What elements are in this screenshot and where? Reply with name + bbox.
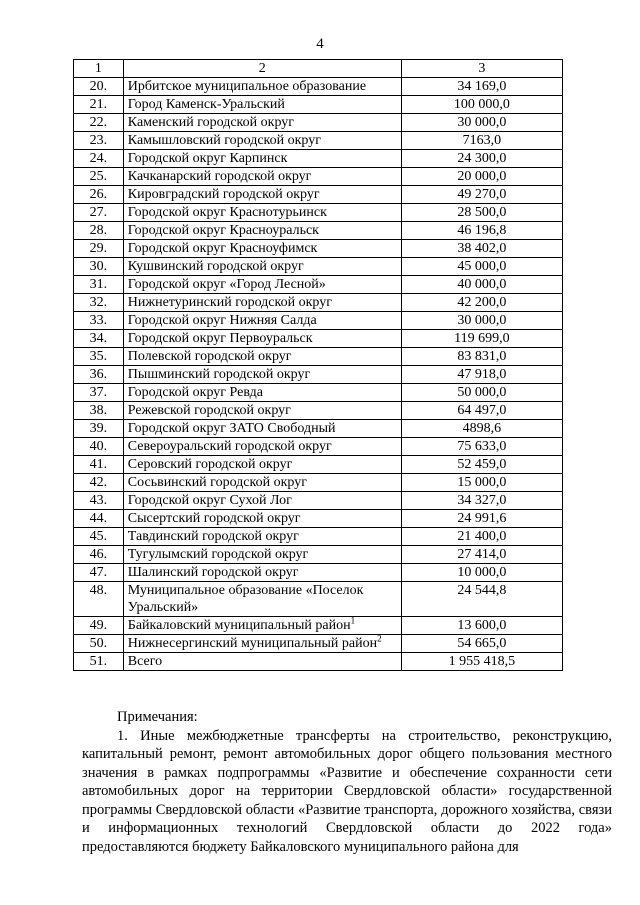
municipality-name: Полевской городской округ xyxy=(123,348,401,366)
row-number: 27. xyxy=(74,204,124,222)
table-row xyxy=(74,276,563,294)
note-paragraph: 1. Иные межбюджетные трансферты на строительство, реконструкцию, капитальный ремонт, ремонт автомобильных дорог общего пользования местного значения в рамках подпрограммы «Развитие и обеспечение сохранности сети автомобильных дорог на территории Свердловской области» государственной программы Свердловской области «Развитие транспорта, дорожного хозяйства, связи и информационных технологий Свердловской области до 2022 года» предоставляются бюджету Байкаловского муниципального района для xyxy=(82,727,612,855)
row-number: 46. xyxy=(74,546,124,564)
amount: 46 196,8 xyxy=(401,222,562,240)
municipality-name: Городской округ Нижняя Салда xyxy=(123,312,401,330)
municipality-name: Городской округ Ревда xyxy=(123,384,401,402)
amount: 15 000,0 xyxy=(401,474,562,492)
table-row xyxy=(74,492,563,510)
table-row xyxy=(74,420,563,438)
row-number: 44. xyxy=(74,510,124,528)
municipality-name: Городской округ Красноуфимск xyxy=(123,240,401,258)
row-number: 28. xyxy=(74,222,124,240)
municipality-name: Сосьвинский городской округ xyxy=(123,474,401,492)
amount: 83 831,0 xyxy=(401,348,562,366)
table-row xyxy=(74,617,563,635)
header-col-3: 3 xyxy=(401,60,562,78)
table-row xyxy=(74,384,563,402)
row-number: 35. xyxy=(74,348,124,366)
table-row xyxy=(74,240,563,258)
row-number: 40. xyxy=(74,438,124,456)
table-row xyxy=(74,78,563,96)
row-number: 41. xyxy=(74,456,124,474)
row-number: 24. xyxy=(74,150,124,168)
municipality-name: Городской округ Сухой Лог xyxy=(123,492,401,510)
municipality-name: Сысертский городской округ xyxy=(123,510,401,528)
row-number: 48. xyxy=(74,582,124,617)
table-row xyxy=(74,366,563,384)
municipality-name xyxy=(123,635,401,653)
row-number: 26. xyxy=(74,186,124,204)
municipality-name: Ирбитское муниципальное образование xyxy=(123,78,401,96)
municipality-name: Тугулымский городской округ xyxy=(123,546,401,564)
row-number: 51. xyxy=(74,653,124,671)
amount: 47 918,0 xyxy=(401,366,562,384)
row-number: 31. xyxy=(74,276,124,294)
table-row xyxy=(74,294,563,312)
table-row xyxy=(74,222,563,240)
row-number: 50. xyxy=(74,635,124,653)
table-row xyxy=(74,312,563,330)
row-number: 34. xyxy=(74,330,124,348)
table-row xyxy=(74,114,563,132)
row-number: 38. xyxy=(74,402,124,420)
amount: 20 000,0 xyxy=(401,168,562,186)
municipality-name: Нижнетуринский городской округ xyxy=(123,294,401,312)
municipality-name: Кушвинский городской округ xyxy=(123,258,401,276)
row-number: 45. xyxy=(74,528,124,546)
header-col-1: 1 xyxy=(74,60,124,78)
amount: 4898,6 xyxy=(401,420,562,438)
municipality-name: Пышминский городской округ xyxy=(123,366,401,384)
amount: 119 699,0 xyxy=(401,330,562,348)
table-row xyxy=(74,330,563,348)
table-row xyxy=(74,186,563,204)
table-row xyxy=(74,546,563,564)
municipality-name: Городской округ ЗАТО Свободный xyxy=(123,420,401,438)
table-row xyxy=(74,150,563,168)
total-row xyxy=(74,653,563,671)
row-number: 33. xyxy=(74,312,124,330)
amount: 30 000,0 xyxy=(401,312,562,330)
municipality-name: Городской округ «Город Лесной» xyxy=(123,276,401,294)
row-number: 20. xyxy=(74,78,124,96)
municipality-name: Городской округ Красноуральск xyxy=(123,222,401,240)
table-row xyxy=(74,528,563,546)
municipality-name: Серовский городской округ xyxy=(123,456,401,474)
table-row xyxy=(74,474,563,492)
municipality-name: Городской округ Краснотурьинск xyxy=(123,204,401,222)
row-number: 29. xyxy=(74,240,124,258)
amount: 7163,0 xyxy=(401,132,562,150)
amount: 64 497,0 xyxy=(401,402,562,420)
amount: 52 459,0 xyxy=(401,456,562,474)
amount: 24 300,0 xyxy=(401,150,562,168)
amount: 28 500,0 xyxy=(401,204,562,222)
amount: 10 000,0 xyxy=(401,564,562,582)
municipality-name: Шалинский городской округ xyxy=(123,564,401,582)
page-number: 4 xyxy=(316,36,324,52)
row-number: 36. xyxy=(74,366,124,384)
amount: 27 414,0 xyxy=(401,546,562,564)
amount: 30 000,0 xyxy=(401,114,562,132)
municipality-name xyxy=(123,617,401,635)
table-row xyxy=(74,635,563,653)
row-number: 25. xyxy=(74,168,124,186)
municipality-name: Городской округ Первоуральск xyxy=(123,330,401,348)
municipality-name: Качканарский городской округ xyxy=(123,168,401,186)
municipality-name: Муниципальное образование «Поселок Уральский» xyxy=(123,582,401,617)
footnote-marker: 2 xyxy=(377,633,382,644)
row-number: 39. xyxy=(74,420,124,438)
amount: 50 000,0 xyxy=(401,384,562,402)
row-number: 42. xyxy=(74,474,124,492)
amount: 42 200,0 xyxy=(401,294,562,312)
notes-title: Примечания: xyxy=(117,709,198,725)
row-number: 49. xyxy=(74,617,124,635)
table-row xyxy=(74,438,563,456)
amount: 45 000,0 xyxy=(401,258,562,276)
row-number: 32. xyxy=(74,294,124,312)
table-row xyxy=(74,402,563,420)
total-label: Всего xyxy=(123,653,401,671)
row-number: 30. xyxy=(74,258,124,276)
amount: 34 327,0 xyxy=(401,492,562,510)
footnote-marker: 1 xyxy=(350,615,356,626)
municipality-name: Режевской городской округ xyxy=(123,402,401,420)
table-row xyxy=(74,258,563,276)
amount: 38 402,0 xyxy=(401,240,562,258)
municipality-name: Городской округ Карпинск xyxy=(123,150,401,168)
row-number: 37. xyxy=(74,384,124,402)
table-row xyxy=(74,96,563,114)
row-number: 43. xyxy=(74,492,124,510)
table-row xyxy=(74,510,563,528)
municipality-name: Каменский городской округ xyxy=(123,114,401,132)
table-row xyxy=(74,564,563,582)
municipality-name: Камышловский городской округ xyxy=(123,132,401,150)
amount: 24 991,6 xyxy=(401,510,562,528)
row-number: 21. xyxy=(74,96,124,114)
name-text: Нижнесергинский муниципальный район xyxy=(127,636,378,651)
total-amount: 1 955 418,5 xyxy=(401,653,562,671)
municipality-name: Кировградский городской округ xyxy=(123,186,401,204)
amount: 54 665,0 xyxy=(401,635,562,653)
amount: 24 544,8 xyxy=(401,582,562,617)
notes-section xyxy=(82,708,612,856)
name-text: Байкаловский муниципальный район xyxy=(127,618,351,633)
row-number: 23. xyxy=(74,132,124,150)
amount: 21 400,0 xyxy=(401,528,562,546)
table-row xyxy=(74,204,563,222)
row-number: 47. xyxy=(74,564,124,582)
row-number: 22. xyxy=(74,114,124,132)
table-row xyxy=(74,348,563,366)
table-row xyxy=(74,456,563,474)
amount: 40 000,0 xyxy=(401,276,562,294)
amount: 49 270,0 xyxy=(401,186,562,204)
amount: 75 633,0 xyxy=(401,438,562,456)
amount: 34 169,0 xyxy=(401,78,562,96)
header-col-2: 2 xyxy=(123,60,401,78)
municipality-name: Город Каменск-Уральский xyxy=(123,96,401,114)
transfers-table xyxy=(73,59,563,671)
table-row xyxy=(74,168,563,186)
municipality-name: Североуральский городской округ xyxy=(123,438,401,456)
table-row xyxy=(74,582,563,617)
amount: 100 000,0 xyxy=(401,96,562,114)
table-header-row xyxy=(74,60,563,78)
municipality-name: Тавдинский городской округ xyxy=(123,528,401,546)
table-row xyxy=(74,132,563,150)
amount: 13 600,0 xyxy=(401,617,562,635)
